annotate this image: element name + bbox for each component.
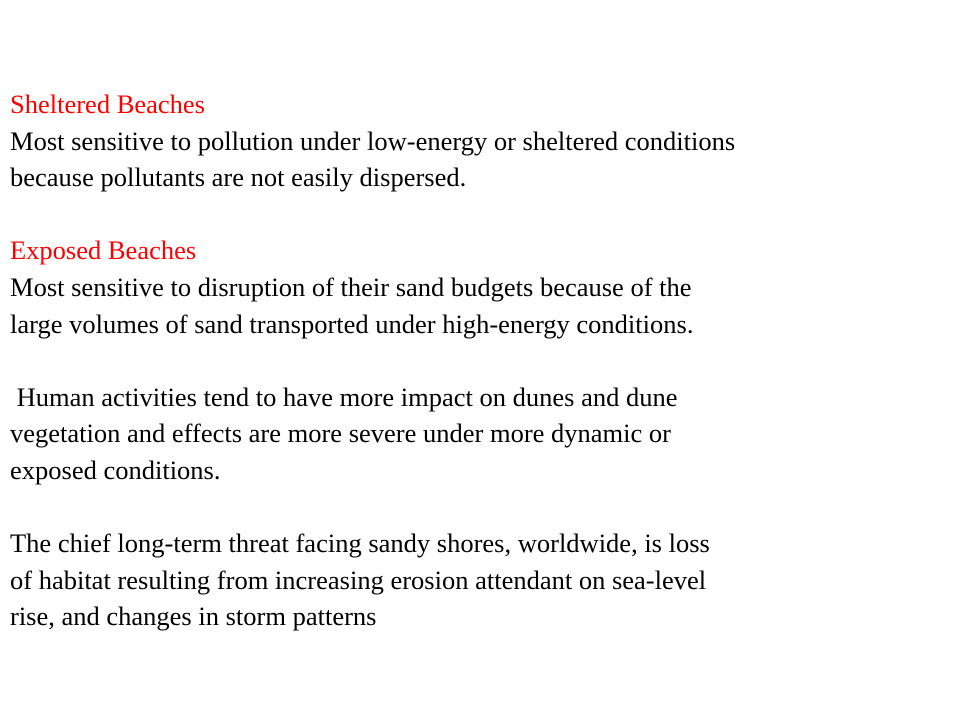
body-line: Most sensitive to pollution under low-energy or sheltered conditions — [10, 125, 736, 156]
body-line: Human activities tend to have more impact on dunes and dune — [10, 381, 678, 412]
body-line: exposed conditions. — [10, 454, 221, 485]
body-line: vegetation and effects are more severe under more dynamic or — [10, 418, 671, 449]
section-heading: Exposed Beaches — [10, 235, 197, 266]
body-line: The chief long-term threat facing sandy shores, worldwide, is loss — [10, 528, 710, 559]
section-heading: Sheltered Beaches — [10, 89, 205, 119]
body-line: Most sensitive to disruption of their sand budgets because of the — [10, 271, 692, 302]
section-sheltered-beaches — [10, 86, 940, 196]
body-line: large volumes of sand transported under high-energy conditions. — [10, 308, 694, 339]
section-exposed-beaches — [10, 232, 940, 342]
section-human-activities — [10, 379, 940, 489]
body-line: rise, and changes in storm patterns — [10, 601, 377, 632]
body-line: because pollutants are not easily dispersed. — [10, 162, 467, 193]
section-long-term-threat — [10, 525, 940, 635]
slide-content — [10, 86, 940, 635]
body-line: of habitat resulting from increasing erosion attendant on sea-level — [10, 564, 707, 595]
